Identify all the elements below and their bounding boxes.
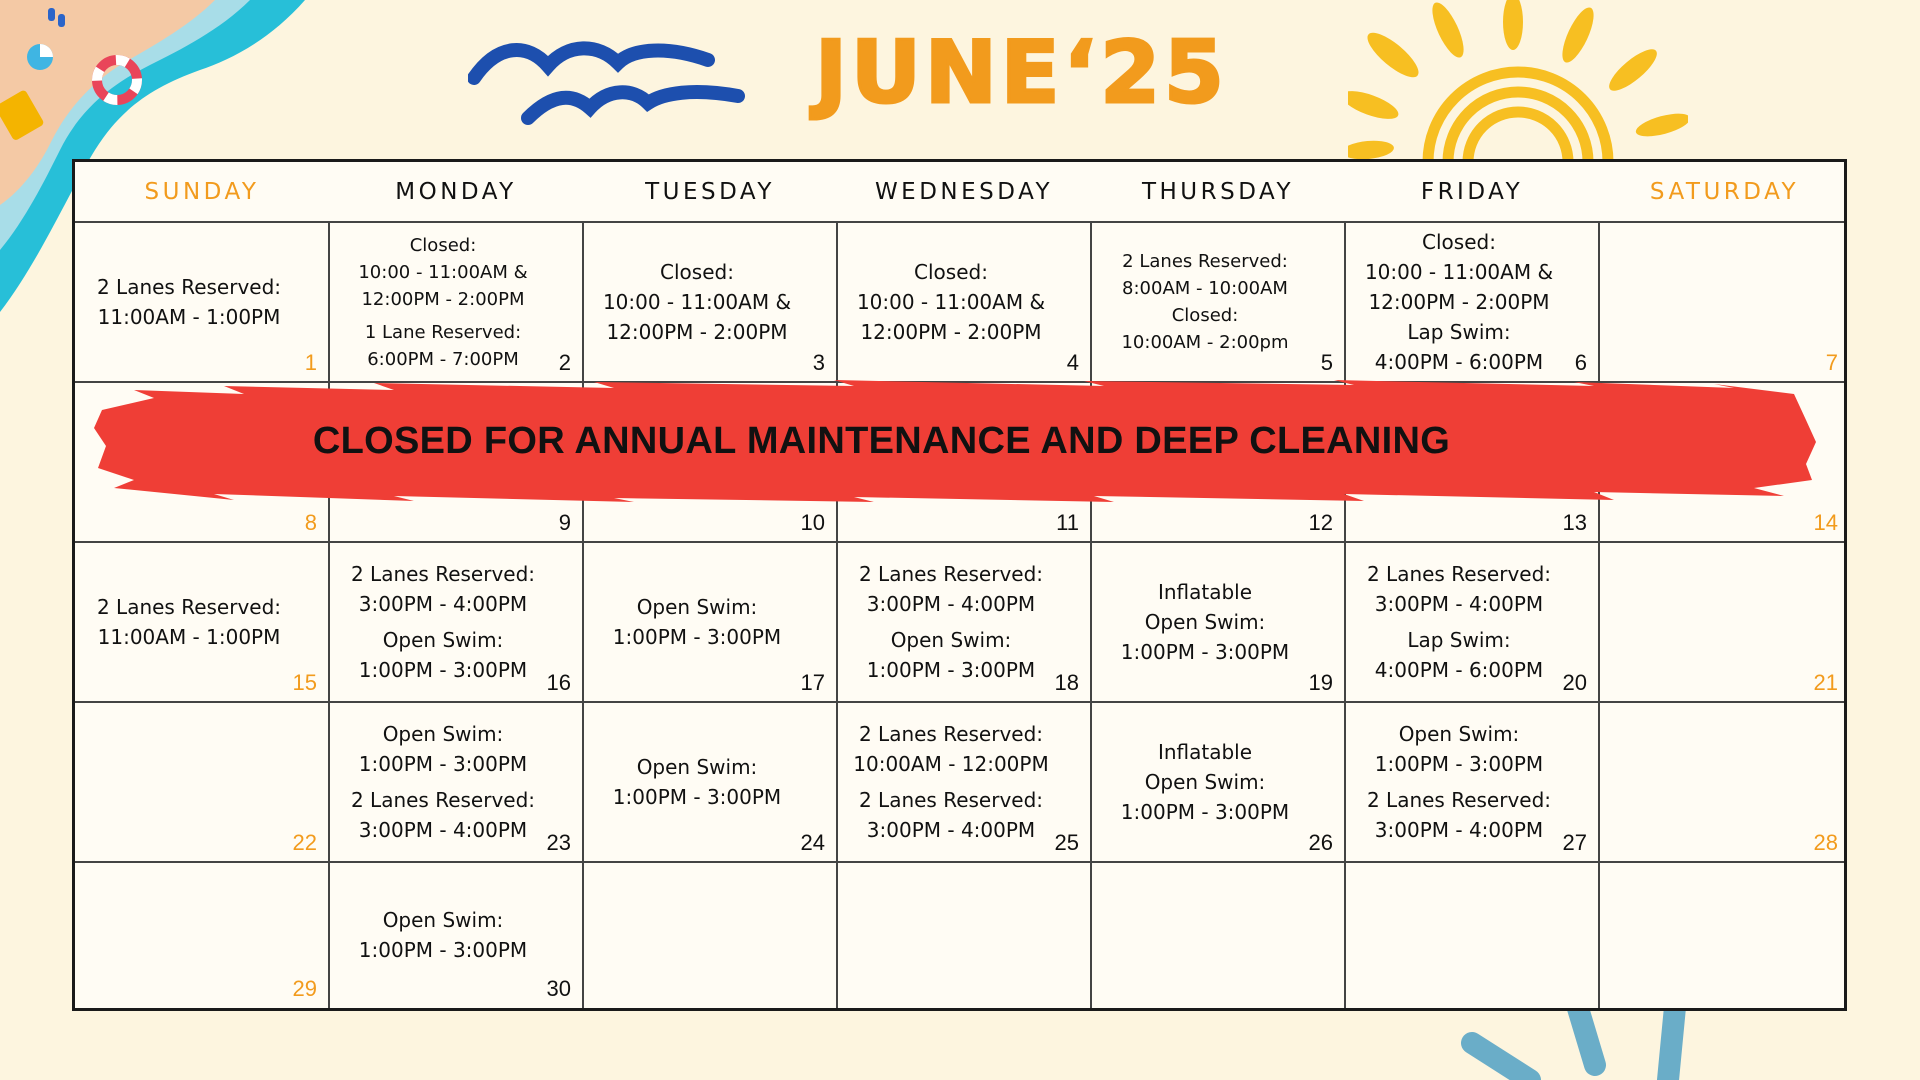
day-cell [1599,862,1850,1008]
event-line: 10:00 - 11:00AM & [358,261,528,283]
event-line: Open Swim: [636,595,758,619]
event-line: 12:00PM - 2:00PM [606,320,788,344]
event-line: Open Swim: [382,722,504,746]
event-line: Closed: [1422,230,1496,254]
event-line: 1:00PM - 3:00PM [358,658,528,682]
event-line: Open Swim: [1144,770,1266,794]
day-number: 30 [546,976,571,1001]
event-line: Closed: [660,260,734,284]
day-events [1345,222,1573,382]
day-number: 5 [1320,350,1333,375]
banner-text: CLOSED FOR ANNUAL MAINTENANCE AND DEEP CLEANING [312,419,1451,462]
event-line: 10:00 - 11:00AM & [1364,260,1554,284]
event-line: 3:00PM - 4:00PM [358,818,528,842]
event-line: 1:00PM - 3:00PM [1120,800,1290,824]
day-number: 26 [1308,830,1333,855]
page-title: JUNE‘25 [815,23,1228,123]
day-number: 12 [1308,510,1333,535]
day-cell [1599,702,1850,862]
day-cell [75,542,329,702]
day-number: 23 [546,830,571,855]
weekday-header-friday: FRIDAY [1420,179,1524,205]
day-number: 10 [800,510,825,535]
day-number: 6 [1574,350,1587,375]
event-line: 4:00PM - 6:00PM [1374,658,1544,682]
day-number: 25 [1054,830,1079,855]
day-cell [1091,542,1345,702]
event-line: Open Swim: [636,755,758,779]
day-number: 24 [800,830,825,855]
day-number: 21 [1813,670,1838,695]
day-number: 13 [1562,510,1587,535]
day-events [329,542,557,702]
day-number: 9 [558,510,571,535]
event-line: 1:00PM - 3:00PM [612,625,782,649]
weekday-header-tuesday: TUESDAY [645,179,775,205]
day-number: 11 [1056,510,1079,535]
day-number: 19 [1308,670,1333,695]
event-line: 2 Lanes Reserved: [858,562,1044,586]
day-events [1345,542,1573,702]
day-cell [1091,862,1345,1008]
day-events [1091,542,1319,702]
day-cell [329,702,583,862]
event-line: 1:00PM - 3:00PM [612,785,782,809]
event-line: 12:00PM - 2:00PM [860,320,1042,344]
day-events [329,222,557,382]
event-line: Closed: [1171,305,1239,326]
day-cell [329,222,583,382]
event-line: Closed: [914,260,988,284]
event-line: 1:00PM - 3:00PM [1120,640,1290,664]
day-events [583,702,811,862]
event-line: 2 Lanes Reserved: [1122,251,1288,272]
seagulls-illustration [468,38,748,138]
event-line: 8:00AM - 10:00AM [1122,278,1288,299]
day-number: 15 [292,670,317,695]
event-line: Inflatable [1157,740,1253,764]
weekday-header-wednesday: WEDNESDAY [874,179,1054,205]
day-events [583,542,811,702]
day-events [329,862,557,1008]
day-cell [837,222,1091,382]
event-line: 2 Lanes Reserved: [96,275,282,299]
day-number: 20 [1562,670,1587,695]
day-cell [1345,542,1599,702]
closure-banner [94,380,1819,502]
event-line: 10:00AM - 12:00PM [853,752,1049,776]
day-number: 14 [1813,510,1838,535]
day-events [1091,222,1319,382]
event-line: 1:00PM - 3:00PM [866,658,1036,682]
day-number: 17 [800,670,825,695]
event-line: 1 Lane Reserved: [364,321,522,343]
event-line: Lap Swim: [1407,628,1511,652]
day-cell [583,542,837,702]
weekday-header-thursday: THURSDAY [1141,179,1295,205]
day-number: 29 [292,976,317,1001]
day-events [1345,702,1573,862]
day-events [75,222,303,382]
day-number: 8 [304,510,317,535]
event-line: Open Swim: [890,628,1012,652]
day-events [837,222,1065,382]
day-cell [837,862,1091,1008]
day-number: 28 [1813,830,1838,855]
event-line: 2 Lanes Reserved: [1366,562,1552,586]
event-line: 1:00PM - 3:00PM [1374,752,1544,776]
day-number: 1 [304,350,317,375]
day-cell [1345,222,1599,382]
day-number: 4 [1066,350,1079,375]
event-line: 1:00PM - 3:00PM [358,938,528,962]
day-number: 27 [1562,830,1587,855]
day-cell [75,222,329,382]
event-line: 3:00PM - 4:00PM [866,592,1036,616]
day-cell [1345,702,1599,862]
day-number: 22 [292,830,317,855]
calendar-grid [72,159,1847,1011]
event-line: 10:00 - 11:00AM & [602,290,792,314]
event-line: 10:00AM - 2:00pm [1121,332,1289,353]
day-cell [329,862,583,1008]
day-cell [837,702,1091,862]
day-cell [1091,222,1345,382]
day-events [75,542,303,702]
event-line: Open Swim: [382,908,504,932]
event-line: 11:00AM - 1:00PM [97,305,281,329]
event-line: Lap Swim: [1407,320,1511,344]
day-cell [1599,542,1850,702]
day-cell [837,542,1091,702]
sun-illustration [1348,0,1688,165]
event-line: 2 Lanes Reserved: [1366,788,1552,812]
day-cell [75,862,329,1008]
day-events [583,222,811,382]
event-line: Open Swim: [1398,722,1520,746]
day-number: 7 [1825,350,1838,375]
event-line: Closed: [409,234,477,256]
event-line: 3:00PM - 4:00PM [1374,818,1544,842]
day-cell [1599,222,1850,382]
event-line: Inflatable [1157,580,1253,604]
day-cell [329,542,583,702]
day-number: 3 [812,350,825,375]
day-events [837,702,1065,862]
event-line: 1:00PM - 3:00PM [358,752,528,776]
event-line: 11:00AM - 1:00PM [97,625,281,649]
event-line: 3:00PM - 4:00PM [866,818,1036,842]
event-line: 2 Lanes Reserved: [858,788,1044,812]
event-line: 10:00 - 11:00AM & [856,290,1046,314]
event-line: 2 Lanes Reserved: [96,595,282,619]
event-line: 12:00PM - 2:00PM [361,288,525,310]
day-cell [1345,862,1599,1008]
event-line: 4:00PM - 6:00PM [1374,350,1544,374]
day-cell [75,702,329,862]
event-line: Open Swim: [1144,610,1266,634]
event-line: 12:00PM - 2:00PM [1368,290,1550,314]
day-number: 18 [1054,670,1079,695]
weekday-header-saturday: SATURDAY [1649,179,1800,205]
event-line: 2 Lanes Reserved: [858,722,1044,746]
event-line: 3:00PM - 4:00PM [1374,592,1544,616]
event-line: 6:00PM - 7:00PM [367,348,519,370]
day-number: 2 [558,350,571,375]
day-events [837,542,1065,702]
day-cell [1091,702,1345,862]
weekday-header-monday: MONDAY [395,179,517,205]
day-cell [583,862,837,1008]
day-events [1091,702,1319,862]
day-events [329,702,557,862]
weekday-header-sunday: SUNDAY [144,179,260,205]
event-line: Open Swim: [382,628,504,652]
day-cell [583,222,837,382]
event-line: 2 Lanes Reserved: [350,788,536,812]
day-number: 16 [546,670,571,695]
event-line: 2 Lanes Reserved: [350,562,536,586]
event-line: 3:00PM - 4:00PM [358,592,528,616]
day-cell [583,702,837,862]
